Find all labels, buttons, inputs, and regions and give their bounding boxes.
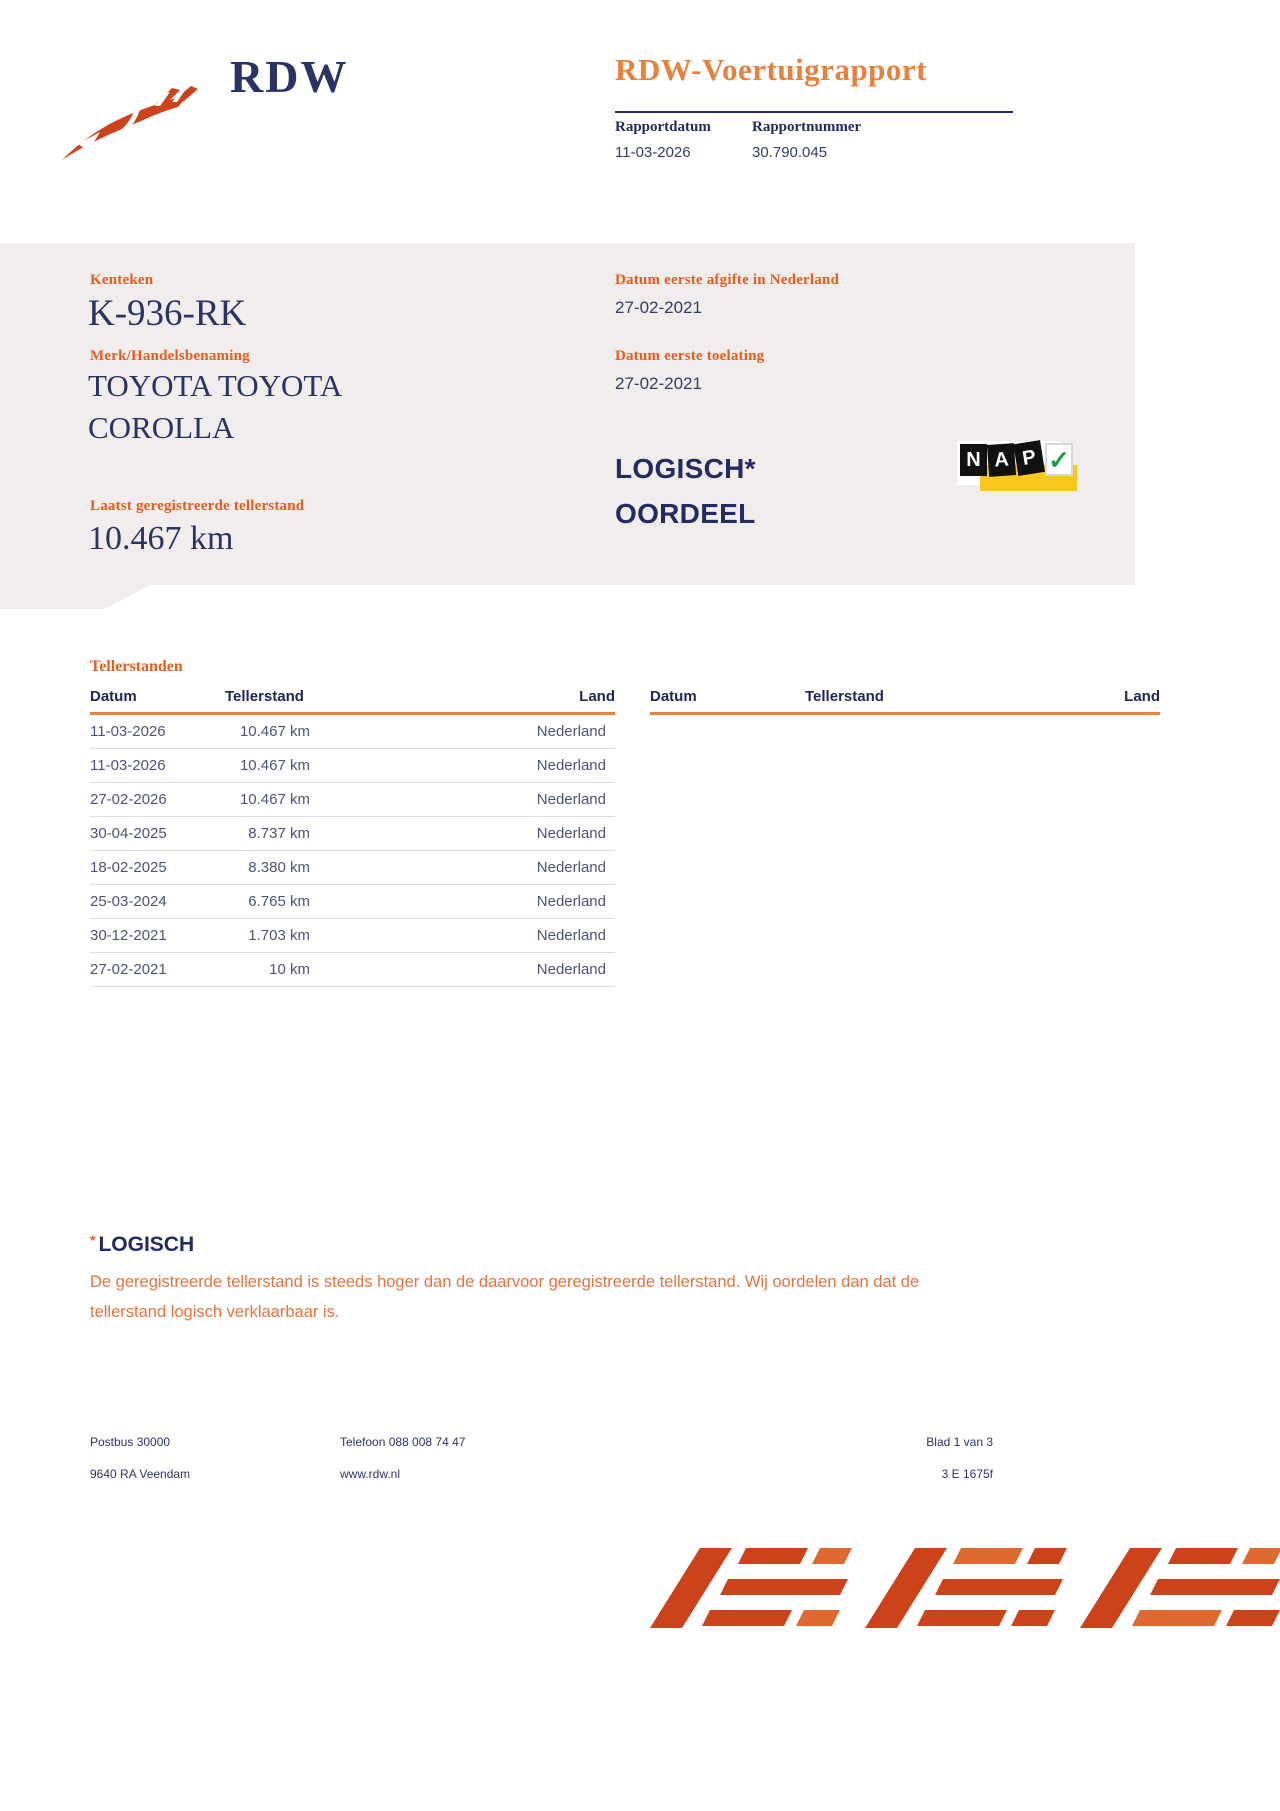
column-header-land: Land [579,688,615,705]
cell-land: Nederland [536,927,606,944]
cell-datum: 11-03-2026 [90,723,166,740]
table-header-rule [650,712,1160,715]
column-header-datum: Datum [90,688,137,705]
report-number-value: 30.790.045 [752,144,828,161]
table-row [90,749,615,783]
oordeel-verdict [615,446,756,536]
footnote-asterisk: * [90,1232,96,1248]
footer-website: www.rdw.nl [340,1467,401,1481]
table-row [90,885,615,919]
cell-datum: 18-02-2025 [90,859,167,876]
kenteken-value: K-936-RK [88,293,247,334]
cell-land: Nederland [536,961,606,978]
table-row [90,783,615,817]
footer-phone: Telefoon 088 008 74 47 [340,1435,466,1449]
report-number-label: Rapportnummer [752,119,862,135]
tellerstanden-section-title: Tellerstanden [90,658,183,675]
table-row [90,953,615,987]
footnote-text: De geregistreerde tellerstand is steeds hoger dan de daarvoor geregistreerde tellerstand. Wij oordelen dan dat de tellerstand logisch verklaarbaar is. [90,1273,920,1321]
table-row [90,851,615,885]
oordeel-line2: OORDEEL [615,498,756,529]
nap-letter-a: A [987,443,1016,477]
cell-land: Nederland [536,825,606,842]
cell-tellerstand: 10.467 km [239,757,310,774]
report-date-value: 11-03-2026 [615,144,691,161]
cell-land: Nederland [536,757,606,774]
report-date-label: Rapportdatum [615,119,711,135]
merk-label: Merk/Handelsbenaming [90,348,250,364]
footnote-title: LOGISCH [98,1233,195,1256]
cell-tellerstand: 10.467 km [239,723,310,740]
page-title: RDW-Voertuigrapport [615,52,928,87]
cell-tellerstand: 1.703 km [248,927,310,944]
table-header-row [650,688,1160,712]
cell-datum: 27-02-2021 [90,961,167,978]
table-row [90,919,615,953]
footer-address-line1: Postbus 30000 [90,1435,171,1449]
cell-datum: 30-12-2021 [90,927,167,944]
afgifte-label: Datum eerste afgifte in Nederland [615,272,840,288]
nap-checkmark-icon: ✓ [1045,443,1073,476]
toelating-value: 27-02-2021 [615,374,702,393]
laatste-tellerstand-label: Laatst geregistreerde tellerstand [90,498,305,514]
footer-page-number: Blad 1 van 3 [926,1435,993,1449]
nap-letter-p: P [1013,440,1045,476]
table-header-row [90,688,615,712]
cell-datum: 30-04-2025 [90,825,167,842]
rdw-road-stripes-graphic [650,1548,1280,1628]
cell-tellerstand: 10 km [269,961,310,978]
toelating-label: Datum eerste toelating [615,348,765,364]
merk-value-line1: TOYOTA TOYOTA [88,368,343,403]
afgifte-value: 27-02-2021 [615,298,702,317]
laatste-tellerstand-value: 10.467 km [88,520,234,557]
table-row [90,715,615,749]
column-header-tellerstand: Tellerstand [225,688,304,705]
header-divider [615,111,1013,113]
footer-form-code: 3 E 1675f [941,1467,993,1481]
cell-land: Nederland [536,723,606,740]
cell-datum: 11-03-2026 [90,757,166,774]
cell-land: Nederland [536,893,606,910]
kenteken-label: Kenteken [90,272,154,288]
column-header-tellerstand: Tellerstand [805,688,884,705]
table-row [90,817,615,851]
nap-letter-n: N [960,444,987,476]
cell-land: Nederland [536,859,606,876]
tellerstanden-table-right [650,688,1160,715]
cell-tellerstand: 6.765 km [248,893,310,910]
vehicle-info-panel-tail [0,585,150,609]
cell-datum: 27-02-2026 [90,791,167,808]
rdw-logo-swoosh-icon [60,80,205,162]
cell-land: Nederland [536,791,606,808]
merk-value-line2: COROLLA [88,410,235,445]
column-header-land: Land [1124,688,1160,705]
cell-tellerstand: 8.737 km [248,825,310,842]
footer-address-line2: 9640 RA Veendam [90,1467,191,1481]
cell-datum: 25-03-2024 [90,893,167,910]
oordeel-line1: LOGISCH* [615,453,756,484]
rdw-logo-text: RDW [230,51,349,102]
column-header-datum: Datum [650,688,697,705]
tellerstanden-table-left [90,688,615,987]
cell-tellerstand: 8.380 km [248,859,310,876]
footnote-heading [90,1232,940,1257]
cell-tellerstand: 10.467 km [239,791,310,808]
logisch-footnote [90,1232,940,1327]
nap-logo [957,441,1077,494]
